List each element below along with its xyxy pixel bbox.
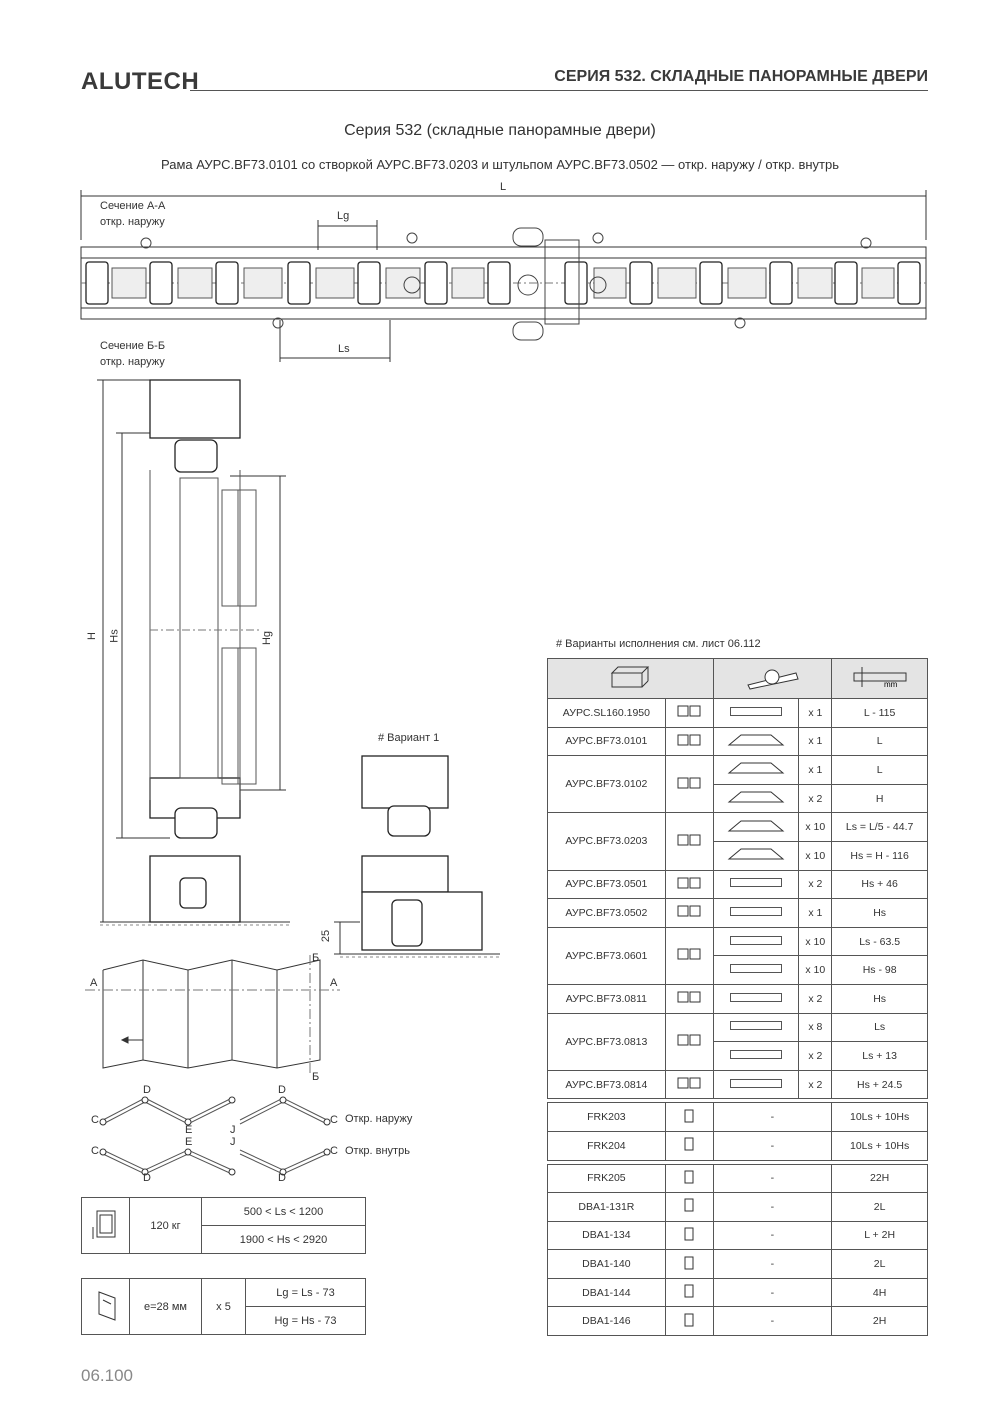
fold-d-4: D bbox=[278, 1172, 286, 1184]
header-profile-icon bbox=[548, 659, 714, 699]
item-icon bbox=[665, 1103, 713, 1132]
item-name: FRK204 bbox=[548, 1131, 666, 1160]
profile-section-icon bbox=[665, 984, 713, 1013]
material-name: АУРС.BF73.0102 bbox=[548, 756, 666, 813]
cut-shape-icon bbox=[713, 756, 799, 785]
seal-row bbox=[548, 1131, 928, 1160]
dim-l-label: L bbox=[500, 181, 507, 193]
item-dash: - bbox=[713, 1278, 832, 1307]
material-name: АУРС.BF73.0203 bbox=[548, 813, 666, 870]
cut-shape-icon bbox=[713, 1013, 799, 1042]
weight-spec-table bbox=[81, 1197, 366, 1254]
item-name: FRK205 bbox=[548, 1164, 666, 1193]
profile-section-icon bbox=[665, 756, 713, 813]
fold-e-2: E bbox=[185, 1136, 193, 1148]
accessory-row bbox=[548, 1221, 928, 1250]
material-qty: x 2 bbox=[799, 1070, 832, 1099]
item-icon bbox=[665, 1278, 713, 1307]
item-icon bbox=[665, 1250, 713, 1279]
dim-lg-label: Lg bbox=[337, 210, 350, 222]
cut-shape-icon bbox=[713, 984, 799, 1013]
accessory-row bbox=[548, 1250, 928, 1279]
item-dash: - bbox=[713, 1131, 832, 1160]
elevation-a-right: А bbox=[330, 977, 338, 989]
material-name: АУРС.SL160.1950 bbox=[548, 699, 666, 728]
profile-section-icon bbox=[665, 1070, 713, 1099]
variants-note: # Варианты исполнения см. лист 06.112 bbox=[556, 638, 761, 650]
cut-shape-icon bbox=[713, 956, 799, 985]
elevation-b-bottom: Б bbox=[312, 1071, 320, 1083]
accessory-row bbox=[548, 1307, 928, 1336]
item-length: 4H bbox=[832, 1278, 928, 1307]
glass-icon bbox=[82, 1279, 130, 1335]
material-row bbox=[548, 756, 928, 785]
cut-shape-icon bbox=[713, 1070, 799, 1099]
fold-c-2: C bbox=[330, 1114, 338, 1126]
brand-logo: ALUTECH bbox=[81, 68, 200, 95]
item-length: L + 2H bbox=[832, 1221, 928, 1250]
header-saw-icon bbox=[713, 659, 832, 699]
material-length: L bbox=[832, 756, 928, 785]
dim-hg-label: Hg bbox=[261, 630, 274, 646]
material-length: H bbox=[832, 784, 928, 813]
material-length: Ls + 13 bbox=[832, 1042, 928, 1071]
weight-value: 120 кг bbox=[130, 1198, 202, 1254]
material-row bbox=[548, 899, 928, 928]
seal-row bbox=[548, 1103, 928, 1132]
material-name: АУРС.BF73.0501 bbox=[548, 870, 666, 899]
item-dash: - bbox=[713, 1164, 832, 1193]
material-row bbox=[548, 1013, 928, 1042]
fold-c-4: C bbox=[330, 1145, 338, 1157]
cut-shape-icon bbox=[713, 1042, 799, 1071]
accessory-row bbox=[548, 1164, 928, 1193]
glass-spec-table bbox=[81, 1278, 366, 1335]
elevation-b-top: Б bbox=[312, 952, 320, 964]
material-row bbox=[548, 727, 928, 756]
dim-h-label: H bbox=[85, 632, 98, 640]
glass-thickness: e=28 мм bbox=[130, 1279, 202, 1335]
material-row bbox=[548, 813, 928, 842]
material-name: АУРС.BF73.0502 bbox=[548, 899, 666, 928]
profile-section-icon bbox=[665, 927, 713, 984]
profile-section-icon bbox=[665, 727, 713, 756]
hs-range: 1900 < Hs < 2920 bbox=[202, 1226, 366, 1254]
fold-e-1: E bbox=[185, 1124, 193, 1136]
material-length: Ls = L/5 - 44.7 bbox=[832, 813, 928, 842]
section-bb-subtitle: откр. наружу bbox=[100, 356, 165, 368]
item-name: DBA1-144 bbox=[548, 1278, 666, 1307]
item-dash: - bbox=[713, 1221, 832, 1250]
material-length: Hs + 46 bbox=[832, 870, 928, 899]
glass-count: x 5 bbox=[202, 1279, 246, 1335]
material-length: Hs + 24.5 bbox=[832, 1070, 928, 1099]
fold-outward-label: Откр. наружу bbox=[345, 1113, 413, 1125]
material-qty: x 10 bbox=[799, 813, 832, 842]
fold-j-2: J bbox=[230, 1136, 236, 1148]
fold-d-2: D bbox=[278, 1084, 286, 1096]
material-row bbox=[548, 870, 928, 899]
materials-table bbox=[547, 658, 928, 1336]
material-length: L bbox=[832, 727, 928, 756]
item-length: 10Ls + 10Hs bbox=[832, 1131, 928, 1160]
material-row bbox=[548, 927, 928, 956]
item-icon bbox=[665, 1221, 713, 1250]
item-length: 22H bbox=[832, 1164, 928, 1193]
material-qty: x 10 bbox=[799, 956, 832, 985]
accessory-row bbox=[548, 1193, 928, 1222]
material-qty: x 1 bbox=[799, 756, 832, 785]
item-dash: - bbox=[713, 1103, 832, 1132]
material-length: Ls bbox=[832, 1013, 928, 1042]
profile-section-icon bbox=[665, 813, 713, 870]
fold-c-3: C bbox=[91, 1145, 99, 1157]
section-bb-title: Сечение Б-Б bbox=[100, 340, 166, 352]
page-title: Серия 532 (складные панорамные двери) bbox=[344, 122, 656, 139]
caliper-unit: mm bbox=[883, 680, 897, 689]
page-number: 06.100 bbox=[81, 1366, 133, 1385]
item-name: DBA1-131R bbox=[548, 1193, 666, 1222]
item-length: 2L bbox=[832, 1250, 928, 1279]
glass-lg-formula: Lg = Ls - 73 bbox=[246, 1279, 366, 1307]
accessory-row bbox=[548, 1278, 928, 1307]
material-name: АУРС.BF73.0814 bbox=[548, 1070, 666, 1099]
material-name: АУРС.BF73.0601 bbox=[548, 927, 666, 984]
material-qty: x 8 bbox=[799, 1013, 832, 1042]
item-icon bbox=[665, 1193, 713, 1222]
material-length: Hs = H - 116 bbox=[832, 841, 928, 870]
material-qty: x 10 bbox=[799, 927, 832, 956]
page-subtitle: Рама АУРС.BF73.0101 со створкой АУРС.BF73.0203 и штульпом АУРС.BF73.0502 — откр. наружу / откр. внутрь bbox=[161, 157, 839, 172]
item-name: FRK203 bbox=[548, 1103, 666, 1132]
material-qty: x 1 bbox=[799, 899, 832, 928]
item-length: 2H bbox=[832, 1307, 928, 1336]
fold-d-3: D bbox=[143, 1172, 151, 1184]
item-length: 2L bbox=[832, 1193, 928, 1222]
fold-d-1: D bbox=[143, 1084, 151, 1096]
material-length: Ls - 63.5 bbox=[832, 927, 928, 956]
glass-hg-formula: Hg = Hs - 73 bbox=[246, 1307, 366, 1335]
material-qty: x 10 bbox=[799, 841, 832, 870]
item-dash: - bbox=[713, 1193, 832, 1222]
material-qty: x 1 bbox=[799, 727, 832, 756]
material-qty: x 2 bbox=[799, 784, 832, 813]
item-name: DBA1-140 bbox=[548, 1250, 666, 1279]
item-name: DBA1-134 bbox=[548, 1221, 666, 1250]
material-qty: x 1 bbox=[799, 699, 832, 728]
profile-section-icon bbox=[665, 899, 713, 928]
cut-shape-icon bbox=[713, 813, 799, 842]
material-length: L - 115 bbox=[832, 699, 928, 728]
cut-shape-icon bbox=[713, 699, 799, 728]
profile-section-icon bbox=[665, 870, 713, 899]
fold-c-1: C bbox=[91, 1114, 99, 1126]
door-weight-icon bbox=[82, 1198, 130, 1254]
cut-shape-icon bbox=[713, 841, 799, 870]
material-length: Hs - 98 bbox=[832, 956, 928, 985]
cut-shape-icon bbox=[713, 870, 799, 899]
series-heading: СЕРИЯ 532. СКЛАДНЫЕ ПАНОРАМНЫЕ ДВЕРИ bbox=[554, 68, 928, 85]
material-length: Hs bbox=[832, 984, 928, 1013]
dim-ls-label: Ls bbox=[338, 343, 350, 355]
profile-section-icon bbox=[665, 699, 713, 728]
variant1-label: # Вариант 1 bbox=[378, 732, 440, 744]
cut-shape-icon bbox=[713, 727, 799, 756]
material-row bbox=[548, 699, 928, 728]
material-name: АУРС.BF73.0101 bbox=[548, 727, 666, 756]
header-caliper-icon bbox=[832, 659, 928, 699]
cut-shape-icon bbox=[713, 899, 799, 928]
section-aa-subtitle: откр. наружу bbox=[100, 216, 165, 228]
fold-inward-label: Откр. внутрь bbox=[345, 1145, 410, 1157]
elevation-a-left: А bbox=[90, 977, 98, 989]
variant1-dim: 25 bbox=[320, 929, 333, 943]
cut-shape-icon bbox=[713, 784, 799, 813]
item-icon bbox=[665, 1307, 713, 1336]
item-dash: - bbox=[713, 1250, 832, 1279]
material-name: АУРС.BF73.0811 bbox=[548, 984, 666, 1013]
material-name: АУРС.BF73.0813 bbox=[548, 1013, 666, 1070]
cut-shape-icon bbox=[713, 927, 799, 956]
item-icon bbox=[665, 1164, 713, 1193]
fold-j-1: J bbox=[230, 1124, 236, 1136]
material-qty: x 2 bbox=[799, 1042, 832, 1071]
profile-section-icon bbox=[665, 1013, 713, 1070]
material-length: Hs bbox=[832, 899, 928, 928]
ls-range: 500 < Ls < 1200 bbox=[202, 1198, 366, 1226]
dim-hs-label: Hs bbox=[108, 629, 121, 643]
item-icon bbox=[665, 1131, 713, 1160]
material-row bbox=[548, 984, 928, 1013]
item-length: 10Ls + 10Hs bbox=[832, 1103, 928, 1132]
section-aa-title: Сечение А-А bbox=[100, 200, 166, 212]
material-row bbox=[548, 1070, 928, 1099]
item-name: DBA1-146 bbox=[548, 1307, 666, 1336]
item-dash: - bbox=[713, 1307, 832, 1336]
material-qty: x 2 bbox=[799, 870, 832, 899]
material-qty: x 2 bbox=[799, 984, 832, 1013]
